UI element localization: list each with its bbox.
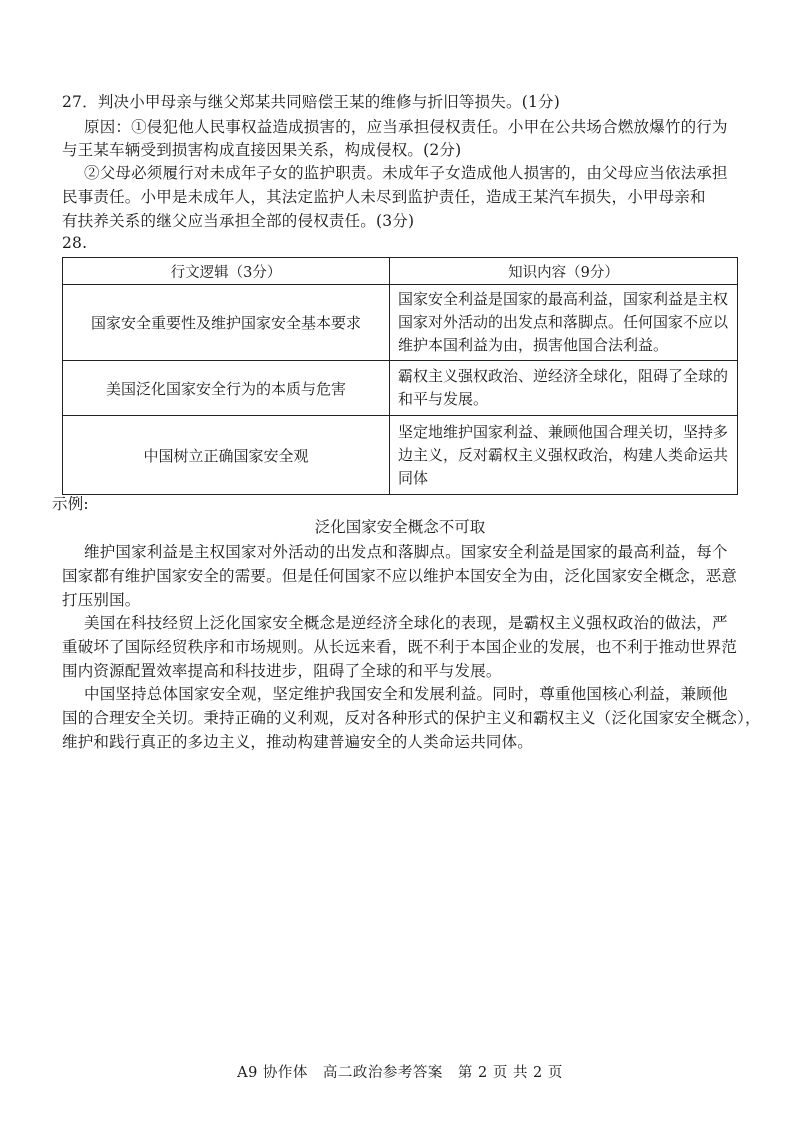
table-header-row bbox=[63, 258, 738, 285]
header-content: 知识内容（9分） bbox=[390, 258, 738, 285]
paragraph-1-line-2: 国家都有维护国家安全的需要。但是任何国家不应以维护本国安全为由，泛化国家安全概念，恶意 bbox=[62, 567, 738, 585]
q28-number: 28. bbox=[62, 234, 88, 252]
paragraph-2-line-3: 围内资源配置效率提高和科技进步，阻碍了全球的和平与发展。 bbox=[62, 662, 502, 680]
paragraph-2-line-2: 重破坏了国际经贸秩序和市场规则。从长远来看，既不利于本国企业的发展，也不利于推动世界范 bbox=[62, 638, 738, 656]
row-content: 霸权主义强权政治、逆经济全球化，阻碍了全球的和平与发展。 bbox=[390, 361, 738, 416]
q27-title: 27．判决小甲母亲与继父郑某共同赔偿王某的维修与折旧等损失。(1分) bbox=[62, 93, 560, 111]
table-row bbox=[63, 285, 738, 361]
paragraph-2-line-1: 美国在科技经贸上泛化国家安全概念是逆经济全球化的表现，是霸权主义强权政治的做法，严 bbox=[84, 614, 728, 632]
header-logic: 行文逻辑（3分） bbox=[63, 258, 390, 285]
scoring-table bbox=[62, 257, 738, 495]
q27-reason-2-line-1: ②父母必须履行对未成年子女的监护职责。未成年子女造成他人损害的，由父母应当依法承担 bbox=[84, 164, 728, 182]
paragraph-1-line-3: 打压别国。 bbox=[62, 591, 141, 609]
table-row bbox=[63, 361, 738, 416]
row-logic: 国家安全重要性及维护国家安全基本要求 bbox=[63, 285, 390, 361]
row-logic: 美国泛化国家安全行为的本质与危害 bbox=[63, 361, 390, 416]
essay-title: 泛化国家安全概念不可取 bbox=[314, 518, 486, 536]
paragraph-3-line-2: 国的合理安全关切。秉持正确的义利观，反对各种形式的保护主义和霸权主义（泛化国家安全概念）， bbox=[62, 709, 761, 727]
paragraph-3-line-1: 中国坚持总体国家安全观，坚定维护我国安全和发展利益。同时，尊重他国核心利益，兼顾他 bbox=[84, 685, 728, 703]
paragraph-1-line-1: 维护国家利益是主权国家对外活动的出发点和落脚点。国家安全利益是国家的最高利益，每个 bbox=[84, 543, 728, 561]
example-label: 示例: bbox=[52, 495, 89, 513]
q27-reason-1-line-2: 与王某车辆受到损害构成直接因果关系，构成侵权。(2分) bbox=[62, 141, 462, 159]
q27-reason-2-line-2: 民事责任。小甲是未成年人，其法定监护人未尽到监护责任，造成王某汽车损失，小甲母亲和 bbox=[62, 188, 706, 206]
page-footer: A9 协作体 高二政治参考答案 第 2 页 共 2 页 bbox=[237, 1065, 563, 1081]
q27-reason-2-line-3: 有扶养关系的继父应当承担全部的侵权责任。(3分) bbox=[62, 212, 415, 230]
q27-reason-1-line-1: 原因：①侵犯他人民事权益造成损害的，应当承担侵权责任。小甲在公共场合燃放爆竹的行为 bbox=[84, 118, 728, 136]
table-row bbox=[63, 416, 738, 495]
row-logic: 中国树立正确国家安全观 bbox=[63, 416, 390, 495]
row-content: 国家安全利益是国家的最高利益，国家利益是主权国家对外活动的出发点和落脚点。任何国家不应以维护本国利益为由，损害他国合法利益。 bbox=[390, 285, 738, 361]
row-content: 坚定地维护国家利益、兼顾他国合理关切，坚持多边主义，反对霸权主义强权政治，构建人类命运共同体 bbox=[390, 416, 738, 495]
paragraph-3-line-3: 维护和践行真正的多边主义，推动构建普遍安全的人类命运共同体。 bbox=[62, 733, 534, 751]
